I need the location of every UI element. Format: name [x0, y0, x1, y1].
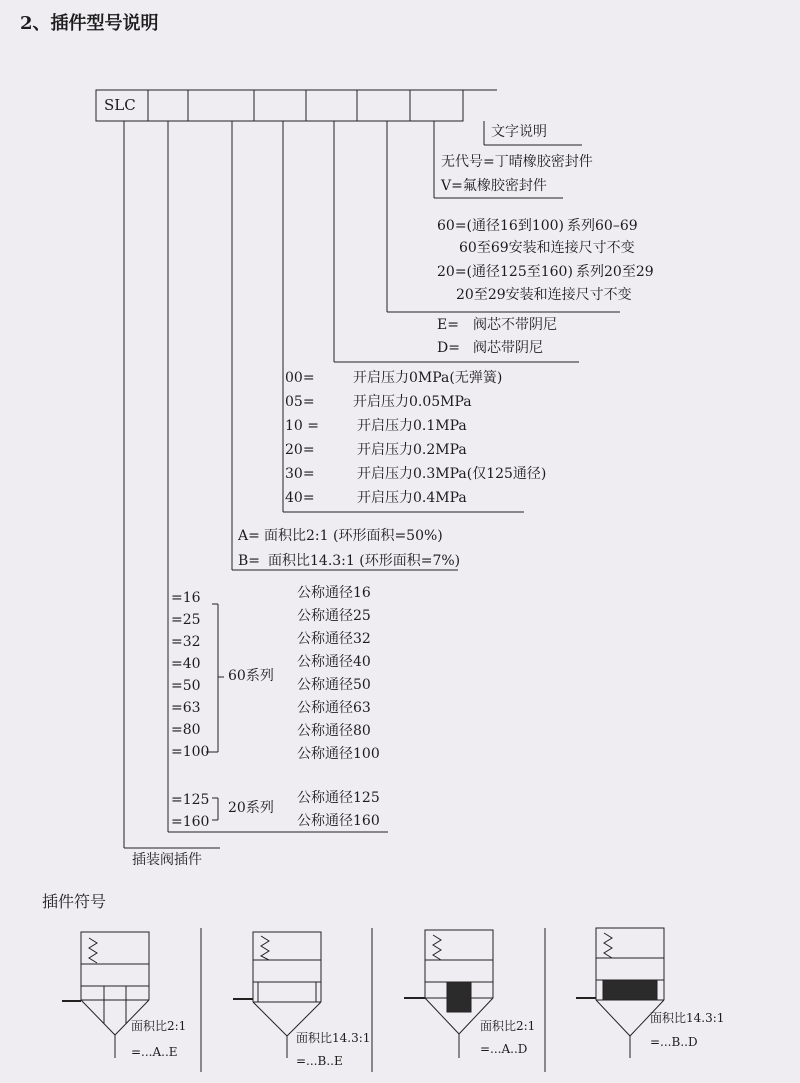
- series-20-range: 系列20至29: [576, 264, 654, 280]
- size-code: =16: [171, 590, 201, 606]
- symbol-ratio-label: 面积比2:1: [480, 1019, 536, 1033]
- pressure-desc: 开启压力0.1MPa: [357, 418, 467, 434]
- symbol-ratio-label: 面积比14.3:1: [650, 1011, 725, 1025]
- pressure-desc: 开启压力0.4MPa: [357, 490, 467, 506]
- size-desc: 公称通径16: [297, 585, 371, 601]
- symbol-code-label: =...A..D: [480, 1042, 528, 1056]
- area-code: A=: [238, 528, 260, 544]
- pressure-code: 05=: [285, 394, 315, 410]
- size-code: =40: [171, 656, 201, 672]
- symbol-ratio-label: 面积比2:1: [131, 1019, 187, 1033]
- damping-desc: 阀芯带阴尼: [473, 340, 543, 356]
- page-title: 2、插件型号说明: [20, 13, 159, 34]
- series-60-code: 60=(通径16到100): [437, 218, 565, 234]
- valve-symbol-a-d: [404, 930, 493, 1058]
- series-20-code: 20=(通径125至160): [437, 264, 573, 280]
- pressure-desc: 开启压力0.2MPa: [357, 442, 467, 458]
- size-desc: 公称通径125: [297, 790, 380, 806]
- size-code: =100: [171, 744, 210, 760]
- damping-code: D=: [437, 340, 460, 356]
- size-code: =125: [171, 792, 210, 808]
- size-desc: 公称通径50: [297, 677, 371, 693]
- text-desc-label: 文字说明: [491, 124, 547, 140]
- seal-option-viton: V=氟橡胶密封件: [441, 178, 547, 194]
- symbol-ratio-label: 面积比14.3:1: [296, 1031, 371, 1045]
- area-desc: 面积比2:1 (环形面积=50%): [264, 528, 443, 544]
- size-desc: 公称通径32: [297, 631, 371, 647]
- size-code: =80: [171, 722, 201, 738]
- size-code: =160: [171, 814, 210, 830]
- pressure-desc: 开启压力0.05MPa: [353, 394, 472, 410]
- size-desc: 公称通径63: [297, 700, 371, 716]
- series-20-label: 20系列: [228, 800, 274, 816]
- symbol-section-title: 插件符号: [42, 892, 107, 911]
- series-20-note: 20至29安装和连接尺寸不变: [456, 287, 632, 303]
- area-code: B=: [238, 553, 261, 569]
- size-desc: 公称通径40: [297, 654, 371, 670]
- pressure-desc: 开启压力0.3MPa(仅125通径): [357, 466, 547, 482]
- size-desc: 公称通径25: [297, 608, 371, 624]
- damping-desc: 阀芯不带阴尼: [473, 317, 557, 333]
- size-desc: 公称通径100: [297, 746, 380, 762]
- symbol-code-label: =...B..E: [296, 1054, 343, 1068]
- seal-option-nbr: 无代号=丁晴橡胶密封件: [441, 154, 593, 170]
- size-code: =25: [171, 612, 201, 628]
- pressure-desc: 开启压力0MPa(无弹簧): [353, 370, 503, 386]
- pressure-code: 20=: [285, 442, 315, 458]
- series-60-label: 60系列: [228, 668, 274, 684]
- size-code: =63: [171, 700, 201, 716]
- pressure-code: 30=: [285, 466, 315, 482]
- pressure-code: 00=: [285, 370, 315, 386]
- size-desc: 公称通径160: [297, 813, 380, 829]
- pressure-code: 40=: [285, 490, 315, 506]
- symbol-code-label: =...B..D: [650, 1035, 698, 1049]
- pressure-code: 10 =: [285, 418, 319, 434]
- size-desc: 公称通径80: [297, 723, 371, 739]
- series-60-note: 60至69安装和连接尺寸不变: [459, 240, 635, 256]
- size-code: =32: [171, 634, 201, 650]
- valve-symbol-a-e: [62, 932, 149, 1058]
- area-desc: 面积比14.3:1 (环形面积=7%): [268, 553, 461, 569]
- insert-label: 插装阀插件: [132, 852, 202, 868]
- size-code: =50: [171, 678, 201, 694]
- code-prefix: SLC: [104, 96, 136, 114]
- series-60-range: 系列60–69: [567, 218, 638, 234]
- damping-code: E=: [437, 317, 459, 333]
- symbol-code-label: =...A..E: [131, 1045, 178, 1059]
